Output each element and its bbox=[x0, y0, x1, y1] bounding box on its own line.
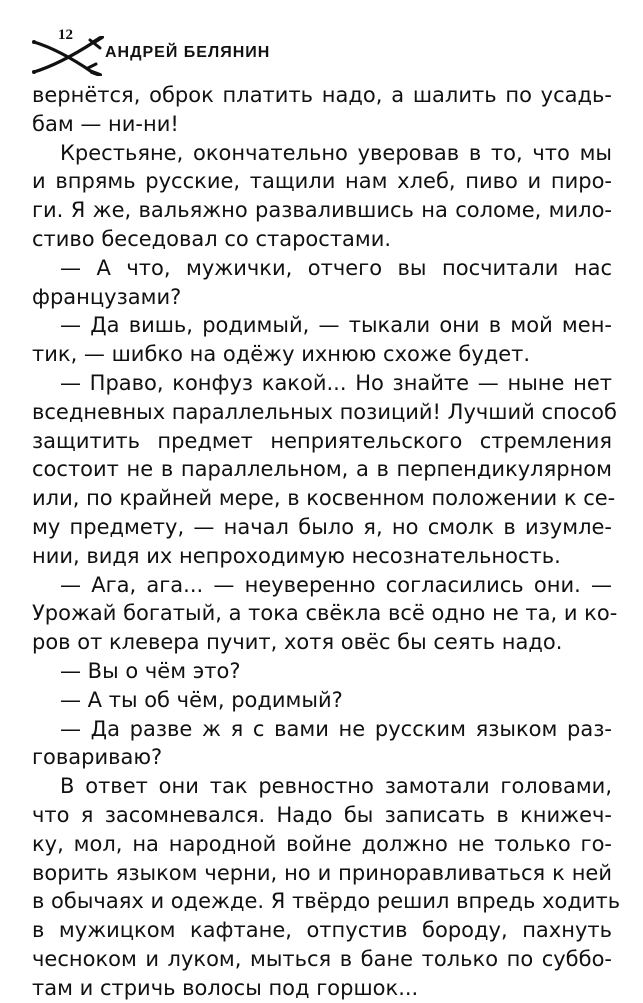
page-header bbox=[30, 28, 430, 78]
text-line: ку, мол, на народной войне должно не только го- bbox=[32, 831, 612, 856]
text-line: состоит не в параллельном, а в перпендикулярном bbox=[32, 457, 612, 482]
text-line: что я засомневался. Надо бы записать в книжеч- bbox=[32, 802, 612, 827]
text-line: там и стричь волосы под горшок... bbox=[32, 975, 419, 1000]
text-line: — А ты об чём, родимый? bbox=[60, 687, 343, 712]
text-line: ги. Я же, вальяжно развалившись на соломе, мило- bbox=[32, 198, 612, 223]
text-line: французами? bbox=[32, 284, 182, 309]
text-line: — Право, конфуз какой... Но знайте — ныне нет bbox=[60, 370, 612, 395]
text-line: говариваю? bbox=[32, 745, 163, 770]
text-line: вседневных параллельных позиций! Лучший способ bbox=[32, 399, 617, 424]
text-line: — Да разве ж я с вами не русским языком раз- bbox=[60, 716, 612, 741]
text-line: в обычаях и одежде. Я твёрдо решил впредь ходить bbox=[32, 889, 621, 914]
text-line: нии, видя их непроходимую несознательность. bbox=[32, 543, 561, 568]
text-line: чесноком и луком, мыться в бане только по суббо- bbox=[32, 946, 612, 971]
text-line: или, по крайней мере, в косвенном положении к се- bbox=[32, 486, 616, 511]
text-line: стиво беседовал со старостами. bbox=[32, 226, 392, 251]
text-line: Урожай богатый, а тока свёкла всё одно не та, и ко- bbox=[32, 601, 618, 626]
text-line: защитить предмет неприятельского стремления bbox=[32, 428, 612, 453]
text-line: и впрямь русские, тащили нам хлеб, пиво и пиро- bbox=[32, 169, 612, 194]
body-text bbox=[32, 81, 621, 1003]
page-number: 12 bbox=[58, 27, 73, 43]
text-line: ворить языком черни, но и приноравливаться к ней bbox=[32, 860, 612, 885]
text-line: му предмету, — начал было я, но смолк в изумле- bbox=[32, 514, 612, 539]
text-line: В ответ они так ревностно замотали головами, bbox=[60, 774, 612, 799]
text-line: вернётся, оброк платить надо, а шалить по усадь- bbox=[32, 83, 612, 107]
text-line: — Да вишь, родимый, — тыкали они в мой мен- bbox=[60, 313, 612, 338]
text-line: тик, — шибко на одёжу ихнюю схоже будет. bbox=[32, 342, 531, 367]
text-line: бам — ни-ни! bbox=[32, 111, 179, 136]
text-line: — Вы о чём это? bbox=[60, 658, 241, 683]
text-line: в мужицком кафтане, отпустив бороду, пахнуть bbox=[32, 918, 612, 943]
text-line: ров от клевера пучит, хотя овёс бы сеять надо. bbox=[32, 630, 563, 655]
text-line: — А что, мужички, отчего вы посчитали нас bbox=[60, 255, 612, 280]
running-head-author: АНДРЕЙ БЕЛЯНИН bbox=[105, 44, 271, 61]
text-line: Крестьяне, окончательно уверовав в то, что мы bbox=[60, 140, 612, 165]
text-line: — Ага, ага... — неуверенно согласились они. — bbox=[60, 572, 612, 597]
